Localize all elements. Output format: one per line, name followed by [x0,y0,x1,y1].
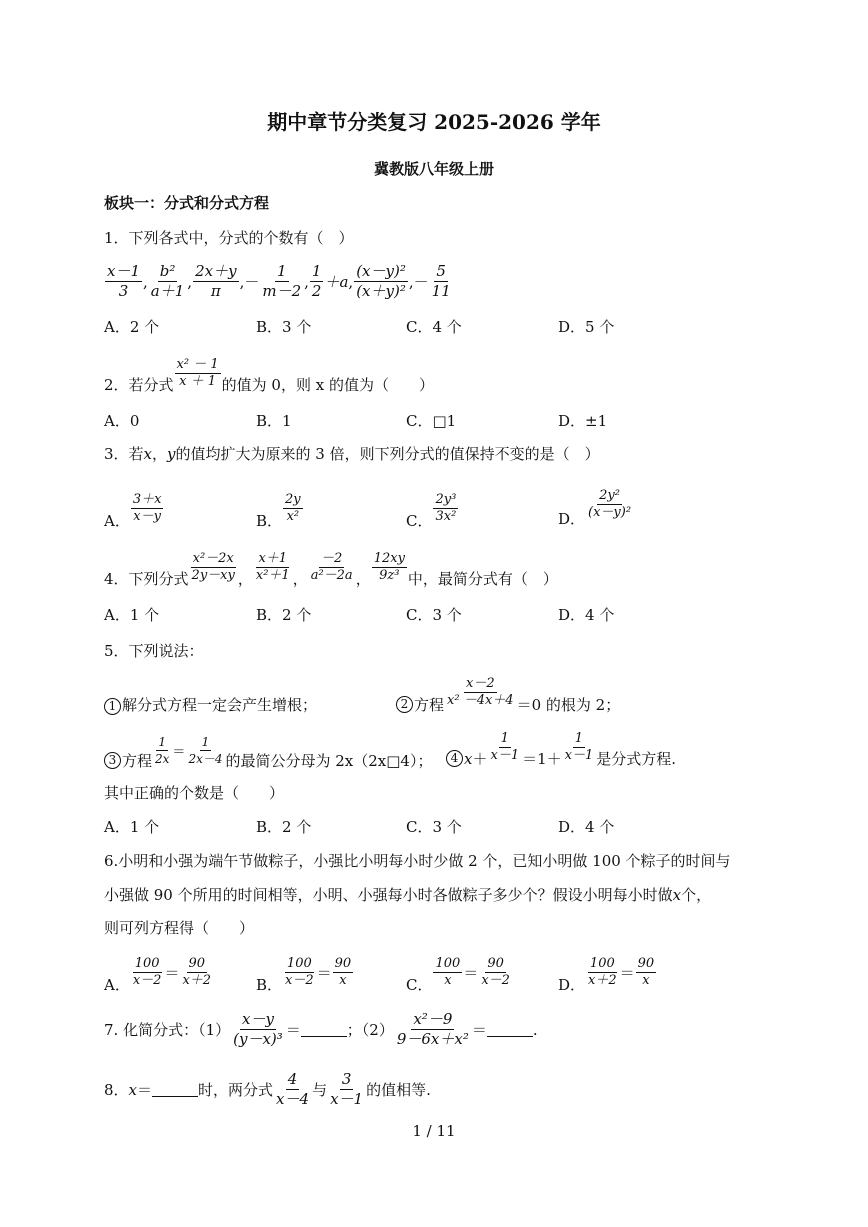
numerator: 100 [134,956,160,971]
equals-sign: ＝ [285,1021,301,1039]
q7-frac-2 [395,1010,471,1049]
option-label: A． [104,976,130,994]
q2-pre: 2．若分式 [104,376,174,394]
denominator: x ＋ 1 [179,374,217,389]
denominator: (x＋y)² [356,282,406,300]
q2-option-d[interactable]: D．±1 [558,412,608,430]
denominator: x－2 [132,973,162,988]
q1-option-b[interactable]: B．3 个 [256,318,312,336]
circled-number: 2 [396,696,413,713]
frac-right [479,956,512,989]
denominator: 2 [311,282,322,300]
numerator: 3＋x [132,492,162,507]
numerator: 4 [287,1070,298,1088]
denominator: a²－2a [310,568,353,583]
equals-sign: ＝ [471,1021,487,1039]
numerator: 2y [285,492,301,507]
q5-stem: 5．下列说法： [104,642,204,660]
circled-number: 3 [104,752,121,769]
numerator: x－2 [465,676,495,691]
circled-number: 4 [446,750,463,767]
numerator: x²－2x [192,551,234,566]
denominator: x [642,973,650,988]
numerator: x² － 1 [176,357,219,372]
numerator: 1 [500,731,509,746]
q4-option-d[interactable]: D．4 个 [558,606,615,624]
separator: , [239,272,245,291]
equals-sign: ＝ [619,964,635,982]
denominator: x＋2 [182,973,212,988]
q3-option-b[interactable] [256,486,304,531]
numerator: －2 [321,551,343,566]
var-x: x [143,445,153,463]
numerator: 1 [574,731,584,746]
option-label: B． [256,512,283,530]
numerator: 2y³ [435,492,457,507]
plus-sign: ＋ [472,750,488,768]
page-number: 1 / 11 [412,1122,456,1140]
denominator: x－1 [564,748,594,763]
denominator: x－2 [285,973,314,988]
option-label: D． [558,510,586,528]
q8-frac-2 [328,1070,365,1109]
q6-line-3: 则可列方程得（ ） [104,919,255,937]
q2-stem [104,352,434,395]
q1-frac-5 [310,262,324,301]
numerator: 1 [158,735,167,749]
q4-option-c[interactable]: C．3 个 [406,606,462,624]
equals-sign: ＝ [463,964,479,982]
q1-frac-7 [430,262,453,301]
q5-s4-frac-1 [488,731,521,764]
option-label: C． [406,976,433,994]
numerator: x－y [241,1010,274,1028]
denominator: 9－6x＋x² [396,1030,469,1048]
denominator: x－2 [481,973,510,988]
q7-mid: ；（2） [346,1021,394,1039]
statement-text: ＝0 的根为 2； [516,696,621,714]
q7-answer-blank-2[interactable] [487,1022,533,1037]
q5-conclusion: 其中正确的个数是（ ） [104,784,285,802]
q4-stem [104,546,558,589]
separator: , [304,272,309,291]
comma: ， [292,570,308,588]
comma: ， [152,445,168,463]
q5-option-c[interactable]: C．3 个 [406,818,462,836]
q8-pre: 8． [104,1081,129,1099]
frac-left [433,956,462,989]
q8-stem [104,1070,431,1109]
q3-frac-a [131,492,164,525]
comma: ， [237,570,253,588]
denominator: x－4 [276,1090,310,1108]
numerator: (x－y)² [356,262,406,280]
numerator: 100 [435,956,461,971]
q4-option-a[interactable]: A．1 个 [104,606,160,624]
q5-statement-3 [104,730,432,771]
denominator: x [444,973,452,988]
denominator: (y－x)³ [233,1030,283,1048]
numerator: b² [159,262,176,280]
denominator: 9z³ [379,568,400,583]
denominator: m－2 [262,282,302,300]
q8-frac-1 [274,1070,311,1109]
period: . [532,1020,538,1039]
q4-frac-1 [190,551,237,584]
option-label: C． [406,512,433,530]
denominator: π [210,282,221,300]
denominator: 3 [118,282,129,300]
frac-right [333,956,354,989]
q1-option-a[interactable]: A．2 个 [104,318,160,336]
denominator: x－1 [490,748,520,763]
numerator: 90 [487,956,504,971]
q1-option-d[interactable]: D．5 个 [558,318,615,336]
q3-option-d[interactable] [558,480,634,529]
statement-text: ＝1＋ [522,750,562,768]
q3-option-c[interactable] [406,486,459,531]
q6-text: 个， [681,886,712,904]
denominator: x－1 [330,1090,364,1108]
option-label: D． [558,976,586,994]
q5-option-d[interactable]: D．4 个 [558,818,615,836]
q8-answer-blank[interactable] [152,1082,198,1097]
numerator: 3 [341,1070,352,1088]
option-label: B． [256,976,283,994]
q3-frac-c [433,492,458,525]
denominator: x²＋1 [255,568,290,583]
frac-left [283,956,316,989]
q3-stem-a: 3．若 [104,445,144,463]
denominator: 2y－xy [191,568,235,583]
q4-frac-4 [372,551,407,584]
q4-frac-3 [309,551,355,584]
frac-left [131,956,164,989]
equals-sign: ＝ [316,964,332,982]
var-x: x [464,749,473,768]
q2-frac [175,357,221,390]
equals-sign: ＝ [172,745,186,760]
q6-option-d[interactable] [558,950,657,995]
equals-sign: ＝ [137,1081,153,1099]
q5-statement-4 [446,726,676,769]
section-heading: 板块一：分式和分式方程 [104,194,270,212]
var-x: x [128,1080,138,1099]
frac-left [586,956,619,989]
numerator: 12xy [373,551,405,566]
q4-pre: 4．下列分式 [104,570,189,588]
numerator: x²－9 [413,1010,453,1028]
q6-text: 小强做 90 个所用的时间相等，小明、小强每小时各做粽子多少个？假设小明每小时做 [104,886,673,904]
frac-right [180,956,213,989]
q5-statement-1 [104,694,317,715]
denominator: x [339,973,347,988]
q1-frac-3 [193,262,238,301]
denominator: x＋2 [588,973,617,988]
var-x: x [672,886,682,904]
q5-statement-2 [396,670,620,715]
comma: ， [355,570,371,588]
numerator: 1 [276,262,287,280]
q5-option-a[interactable]: A．1 个 [104,818,160,836]
statement-text: 方程 [414,696,445,714]
q7-stem [104,1010,538,1049]
q6-option-a[interactable] [104,950,214,995]
frac-right [636,956,657,989]
minus-sign: － [413,273,429,291]
var-y: y [167,445,176,463]
q5-s2-frac [445,676,516,709]
q1-stem: 1．下列各式中，分式的个数有（ ） [104,229,354,247]
numerator: 5 [436,262,446,280]
q5-option-b[interactable]: B．2 个 [256,818,312,836]
numerator: x－1 [107,262,141,280]
numerator: 100 [286,956,312,971]
numerator: 90 [637,956,655,971]
minus-sign: － [244,273,260,291]
denominator: a＋1 [150,282,185,300]
separator: , [408,272,414,291]
q8-mid: 时，两分式 [198,1081,274,1099]
denominator: 11 [431,282,451,300]
separator: , [187,272,193,291]
q1-frac-2 [149,262,187,301]
q7-pre: 7. 化简分式：（1） [104,1021,231,1039]
separator: , [348,272,354,291]
page-title: 期中章节分类复习 2025-2026 学年 [267,110,601,134]
q6-option-b[interactable] [256,950,354,995]
page-subtitle: 冀教版八年级上册 [373,160,494,178]
q7-answer-blank-1[interactable] [301,1022,347,1037]
q3-frac-b [283,492,303,525]
q4-post: 中，最简分式有（ ） [407,570,558,588]
q8-with: 与 [312,1081,328,1099]
q5-s4-frac-2 [563,731,596,764]
numerator: 1 [311,262,322,280]
q1-frac-4 [260,262,303,301]
denominator: (x－y)² [588,505,632,520]
q1-frac-1 [105,262,142,301]
q6-option-c[interactable] [406,950,513,995]
plus-a: ＋a [324,273,349,291]
q2-option-b[interactable]: B．1 [256,412,292,430]
q1-option-c[interactable]: C．4 个 [406,318,462,336]
q1-frac-6 [354,262,408,301]
numerator: 90 [334,956,352,971]
q5-s3-frac-left [153,734,171,767]
numerator: 1 [201,735,210,749]
numerator: x＋1 [258,551,288,566]
q1-expressions [104,262,454,301]
q3-stem-b: 的值均扩大为原来的 3 倍，则下列分式的值保持不变的是（ ） [175,445,600,463]
q3-option-a[interactable] [104,486,164,531]
q2-option-a[interactable]: A．0 [104,412,140,430]
q7-frac-1 [231,1010,285,1049]
q6-line-1: 6.小明和小强为端午节做粽子，小强比小明每小时少做 2 个，已知小明做 100 个粽子的时间与 [104,852,731,870]
option-label: A． [104,512,130,530]
q4-option-b[interactable]: B．2 个 [256,606,312,624]
statement-text: 解分式方程一定会产生增根； [122,696,318,714]
numerator: 100 [589,956,615,971]
statement-text: 的最简公分母为 2x（2x□4）； [225,752,433,770]
denominator: x² [286,509,300,524]
q2-post: 的值为 0，则 x 的值为（ ） [221,376,434,394]
q8-post: 的值相等. [366,1081,431,1099]
statement-text: 是分式方程. [596,750,677,768]
q5-s3-frac-right [186,734,224,767]
q3-frac-d [586,488,633,521]
denominator: x² －4x＋4 [447,693,514,708]
q2-option-c[interactable]: C．□1 [406,412,457,430]
circled-number: 1 [104,698,121,715]
numerator: 2x＋y [195,262,237,280]
separator: , [143,272,148,291]
q3-stem [104,443,600,464]
denominator: 2x－4 [188,752,223,766]
statement-text: 方程 [122,752,153,770]
denominator: x－y [133,509,161,524]
numerator: 90 [188,956,206,971]
numerator: 2y² [599,488,620,503]
equals-sign: ＝ [164,964,180,982]
q4-frac-2 [254,551,292,584]
q6-line-2 [104,884,711,905]
denominator: 2x [155,752,170,766]
denominator: 3x² [435,509,457,524]
